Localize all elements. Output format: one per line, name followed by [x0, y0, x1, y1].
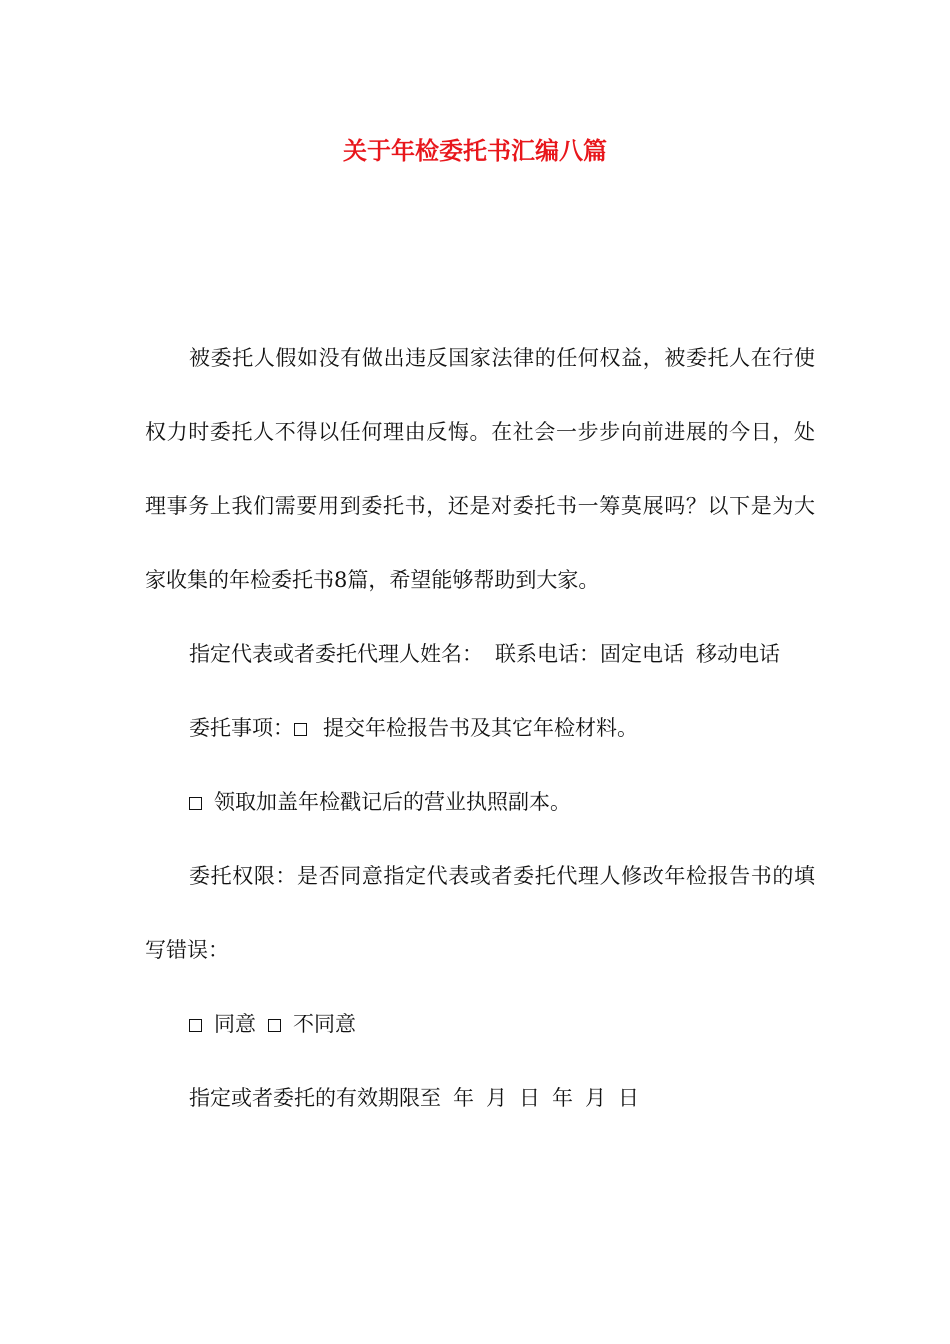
checkbox-icon: [189, 1019, 202, 1032]
matters-paragraph: [145, 691, 815, 765]
date-day-2: 日: [618, 1086, 639, 1110]
matter-item-2: 领取加盖年检戳记后的营业执照副本。: [214, 790, 571, 814]
matter-item-1: 提交年检报告书及其它年检材料。: [323, 716, 638, 740]
validity-label: 指定或者委托的有效期限至: [189, 1086, 441, 1110]
date-month-2: 月: [585, 1086, 606, 1110]
date-day-1: 日: [519, 1086, 540, 1110]
phone-label: 联系电话：固定电话: [495, 642, 684, 666]
contact-paragraph: [145, 617, 815, 691]
checkbox-icon: [268, 1019, 281, 1032]
date-year-1: 年: [453, 1086, 474, 1110]
matters-label: 委托事项：: [189, 716, 294, 740]
document-body: [145, 321, 815, 1135]
option-agree: 同意: [214, 1012, 256, 1036]
representative-name-label: 指定代表或者委托代理人姓名：: [189, 642, 483, 666]
option-disagree: 不同意: [293, 1012, 356, 1036]
authority-paragraph: 委托权限：是否同意指定代表或者委托代理人修改年检报告书的填写错误：: [145, 864, 815, 962]
validity-paragraph: [145, 1061, 815, 1135]
document-title: 关于年检委托书汇编八篇: [343, 136, 607, 165]
date-year-2: 年: [552, 1086, 573, 1110]
options-paragraph: [145, 987, 815, 1061]
mobile-label: 移动电话: [696, 642, 780, 666]
intro-paragraph: 被委托人假如没有做出违反国家法律的任何权益，被委托人在行使权力时委托人不得以任何理由反悔。在社会一步步向前进展的今日，处理事务上我们需要用到委托书，还是对委托书一筹莫展吗？以下是为大家收集的年检委托书8篇，希望能够帮助到大家。: [145, 346, 815, 592]
matter-paragraph-2: [145, 765, 815, 839]
checkbox-icon: [189, 797, 202, 810]
date-month-1: 月: [486, 1086, 507, 1110]
checkbox-icon: [294, 723, 307, 736]
